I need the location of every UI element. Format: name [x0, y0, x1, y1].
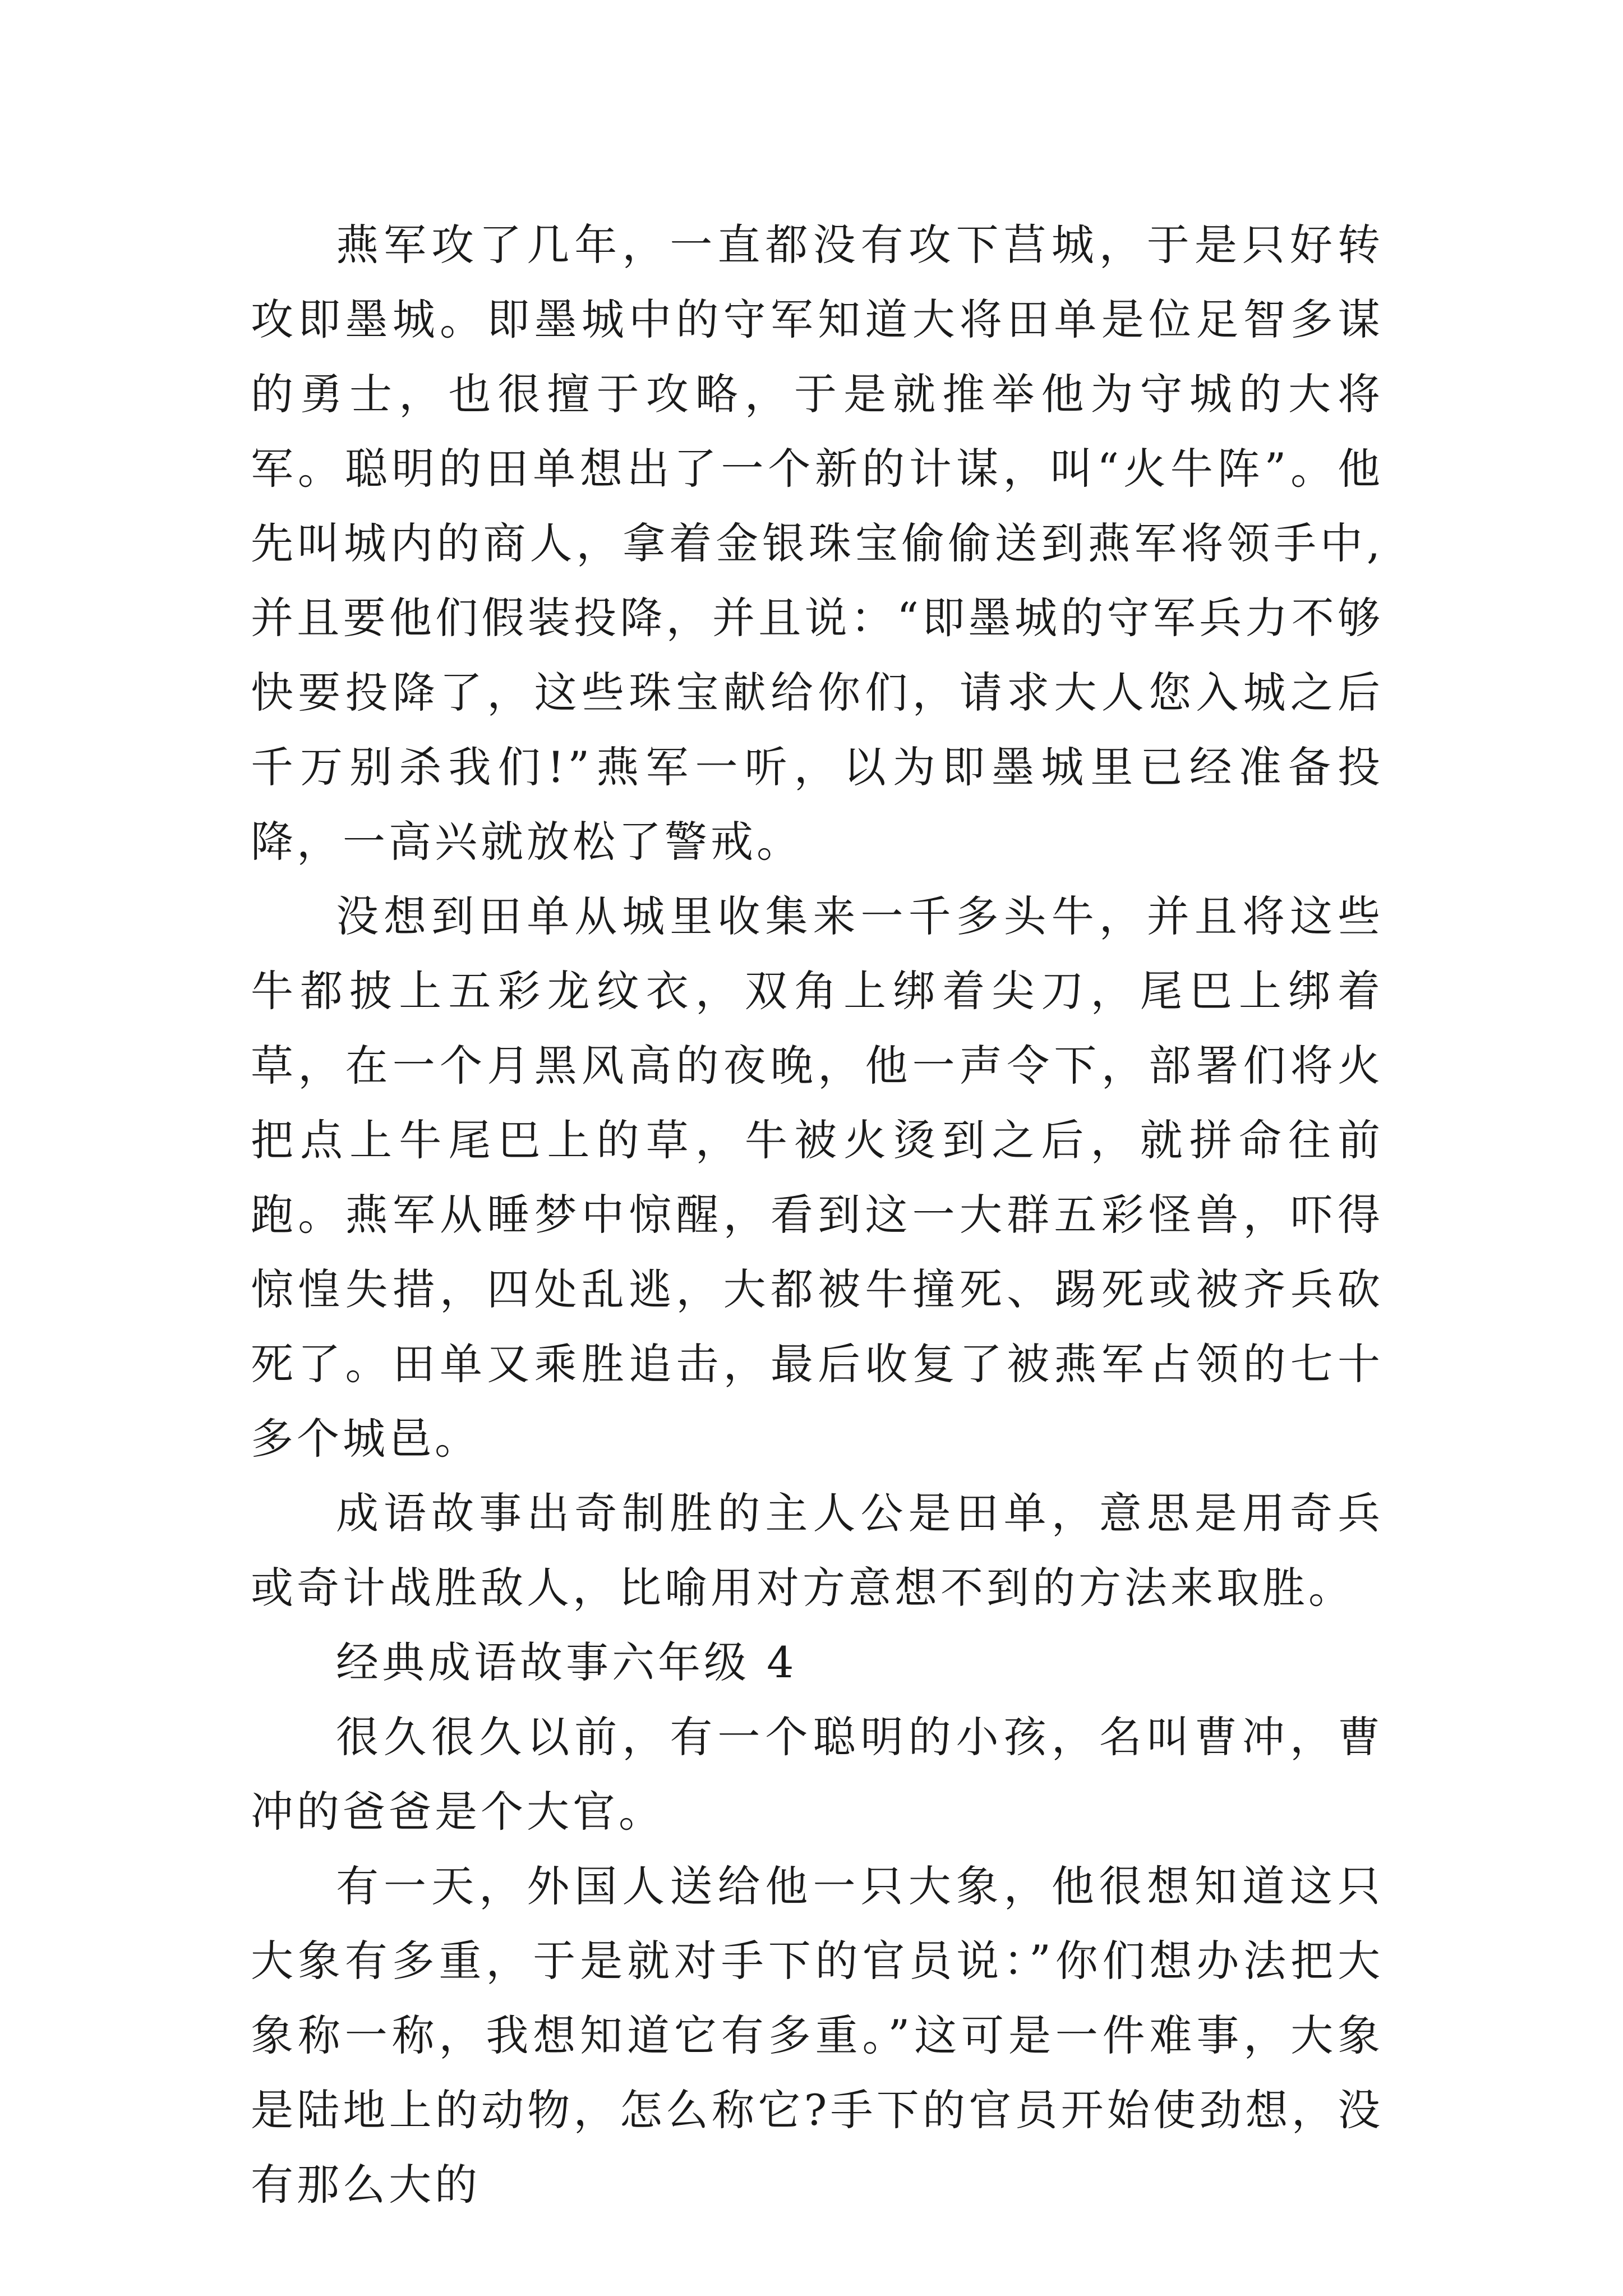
paragraph-2: 没想到田单从城里收集来一千多头牛，并且将这些牛都披上五彩龙纹衣，双角上绑着尖刀，尾巴上绑着草，在一个月黑风高的夜晚，他一声令下，部署们将火把点上牛尾巴上的草，牛被火烫到之后，就拼命往前跑。燕军从睡梦中惊醒，看到这一大群五彩怪兽，吓得惊惶失措，四处乱逃，大都被牛撞死、踢死或被齐兵砍死了。田单又乘胜追击，最后收复了被燕军占领的七十多个城邑。 [251, 891, 1384, 1464]
paragraph-5: 有一天，外国人送给他一只大象，他很想知道这只大象有多重，于是就对手下的官员说：”你们想办法把大象称一称，我想知道它有多重。”这可是一件难事，大象是陆地上的动物，怎么称它?手下的官员开始使劲想，没有那么大的 [251, 1861, 1384, 2210]
paragraph-1: 燕军攻了几年，一直都没有攻下莒城，于是只好转攻即墨城。即墨城中的守军知道大将田单是位足智多谋的勇士，也很擅于攻略，于是就推举他为守城的大将军。聪明的田单想出了一个新的计谋，叫“火牛阵”。他先叫城内的商人，拿着金银珠宝偷偷送到燕军将领手中,并且要他们假装投降，并且说：“即墨城的守军兵力不够快要投降了，这些珠宝献给你们，请求大人您入城之后千万别杀我们!”燕军一听，以为即墨城里已经准备投降，一高兴就放松了警戒。 [251, 220, 1384, 867]
paragraph-3: 成语故事出奇制胜的主人公是田单，意思是用奇兵或奇计战胜敌人，比喻用对方意想不到的方法来取胜。 [251, 1488, 1384, 1613]
paragraph-4: 很久很久以前，有一个聪明的小孩，名叫曹冲，曹冲的爸爸是个大官。 [251, 1712, 1384, 1837]
document-body [251, 208, 1384, 2222]
section-heading: 经典成语故事六年级 4 [336, 1637, 797, 1687]
